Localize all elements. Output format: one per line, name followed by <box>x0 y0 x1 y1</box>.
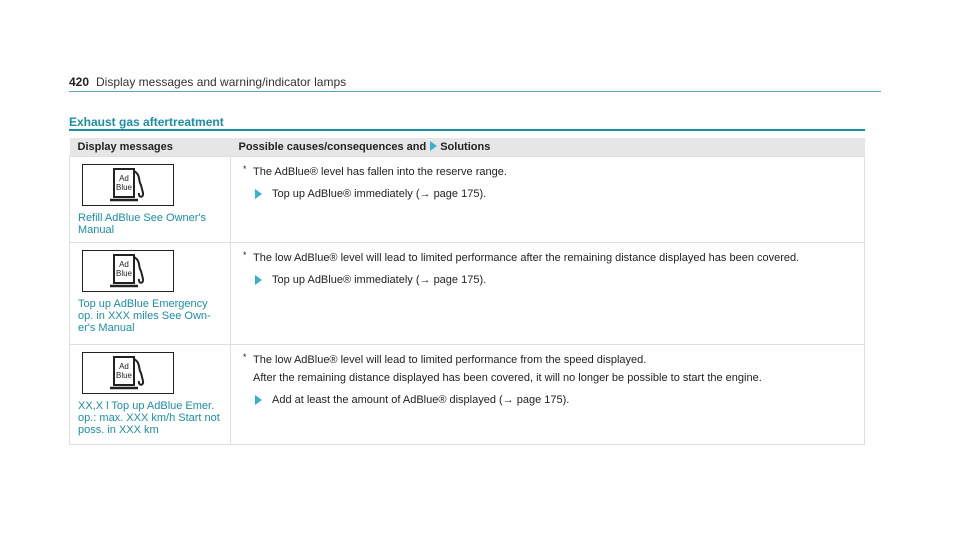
section-rule <box>69 129 865 131</box>
cause-text: The low AdBlue® level will lead to limited performance from the speed displayed. <box>253 353 647 366</box>
table-row <box>70 156 865 242</box>
column-header-causes: Possible causes/consequences and <box>238 141 427 153</box>
solution-step <box>243 188 856 201</box>
solution-step <box>243 394 856 407</box>
solution-step-text: Add at least the amount of AdBlue® displayed (→ page 175). <box>272 393 570 406</box>
causes-solutions-cell <box>231 344 865 444</box>
footnote-asterisk: * <box>243 163 247 174</box>
adblue-icon-text-ad: Ad <box>119 173 129 183</box>
column-header-display-messages: Display messages <box>70 138 231 156</box>
footnote-asterisk: * <box>243 351 247 362</box>
display-message-text: XX,X l Top up AdBlue Emer. op.: max. XXX km/h Start not poss. in XXX km <box>78 399 220 436</box>
step-arrow-icon <box>255 275 262 285</box>
solution-step <box>243 274 856 287</box>
cause <box>243 249 856 265</box>
column-header-causes-solutions <box>231 138 865 156</box>
adblue-warning-icon <box>82 250 174 292</box>
display-message-cell <box>70 156 231 242</box>
footnote-asterisk: * <box>243 249 247 260</box>
solution-arrow-icon <box>430 141 437 151</box>
adblue-icon-text-blue: Blue <box>115 182 133 192</box>
cause-extra-text: After the remaining distance displayed has been covered, it will no longer be possible to start the engine. <box>253 371 762 384</box>
solution-step-text: Top up AdBlue® immediately (→ page 175). <box>272 187 487 200</box>
display-messages-table <box>69 138 865 445</box>
display-message-text: Refill AdBlue See Owner's Manual <box>78 211 207 236</box>
adblue-icon-text-ad: Ad <box>119 361 129 371</box>
step-arrow-icon <box>255 395 262 405</box>
cause-text: The low AdBlue® level will lead to limited performance after the remaining distance displayed has been covered. <box>253 251 800 264</box>
table-row <box>70 242 865 344</box>
step-arrow-icon <box>255 189 262 199</box>
display-message-cell <box>70 344 231 444</box>
display-message-cell <box>70 242 231 344</box>
cause-text: The AdBlue® level has fallen into the reserve range. <box>253 165 507 178</box>
adblue-warning-icon <box>82 164 174 206</box>
display-message-text: Top up AdBlue Emergency op. in XXX miles See Owner's Manual <box>78 297 211 334</box>
adblue-icon-text-ad: Ad <box>119 259 129 269</box>
causes-solutions-cell <box>231 156 865 242</box>
page-header-title: Display messages and warning/indicator lamps <box>96 75 347 89</box>
cause <box>243 351 856 367</box>
page-header <box>69 74 881 92</box>
table-header-row <box>70 138 865 156</box>
section-title: Exhaust gas aftertreatment <box>69 115 224 129</box>
causes-solutions-cell <box>231 242 865 344</box>
solution-step-text: Top up AdBlue® immediately (→ page 175). <box>272 273 487 286</box>
table-row <box>70 344 865 444</box>
column-header-solutions: Solutions <box>440 141 491 153</box>
adblue-icon-text-blue: Blue <box>115 370 133 380</box>
adblue-icon-text-blue: Blue <box>115 268 133 278</box>
adblue-warning-icon <box>82 352 174 394</box>
cause <box>243 163 856 179</box>
page-number: 420 <box>69 75 90 89</box>
